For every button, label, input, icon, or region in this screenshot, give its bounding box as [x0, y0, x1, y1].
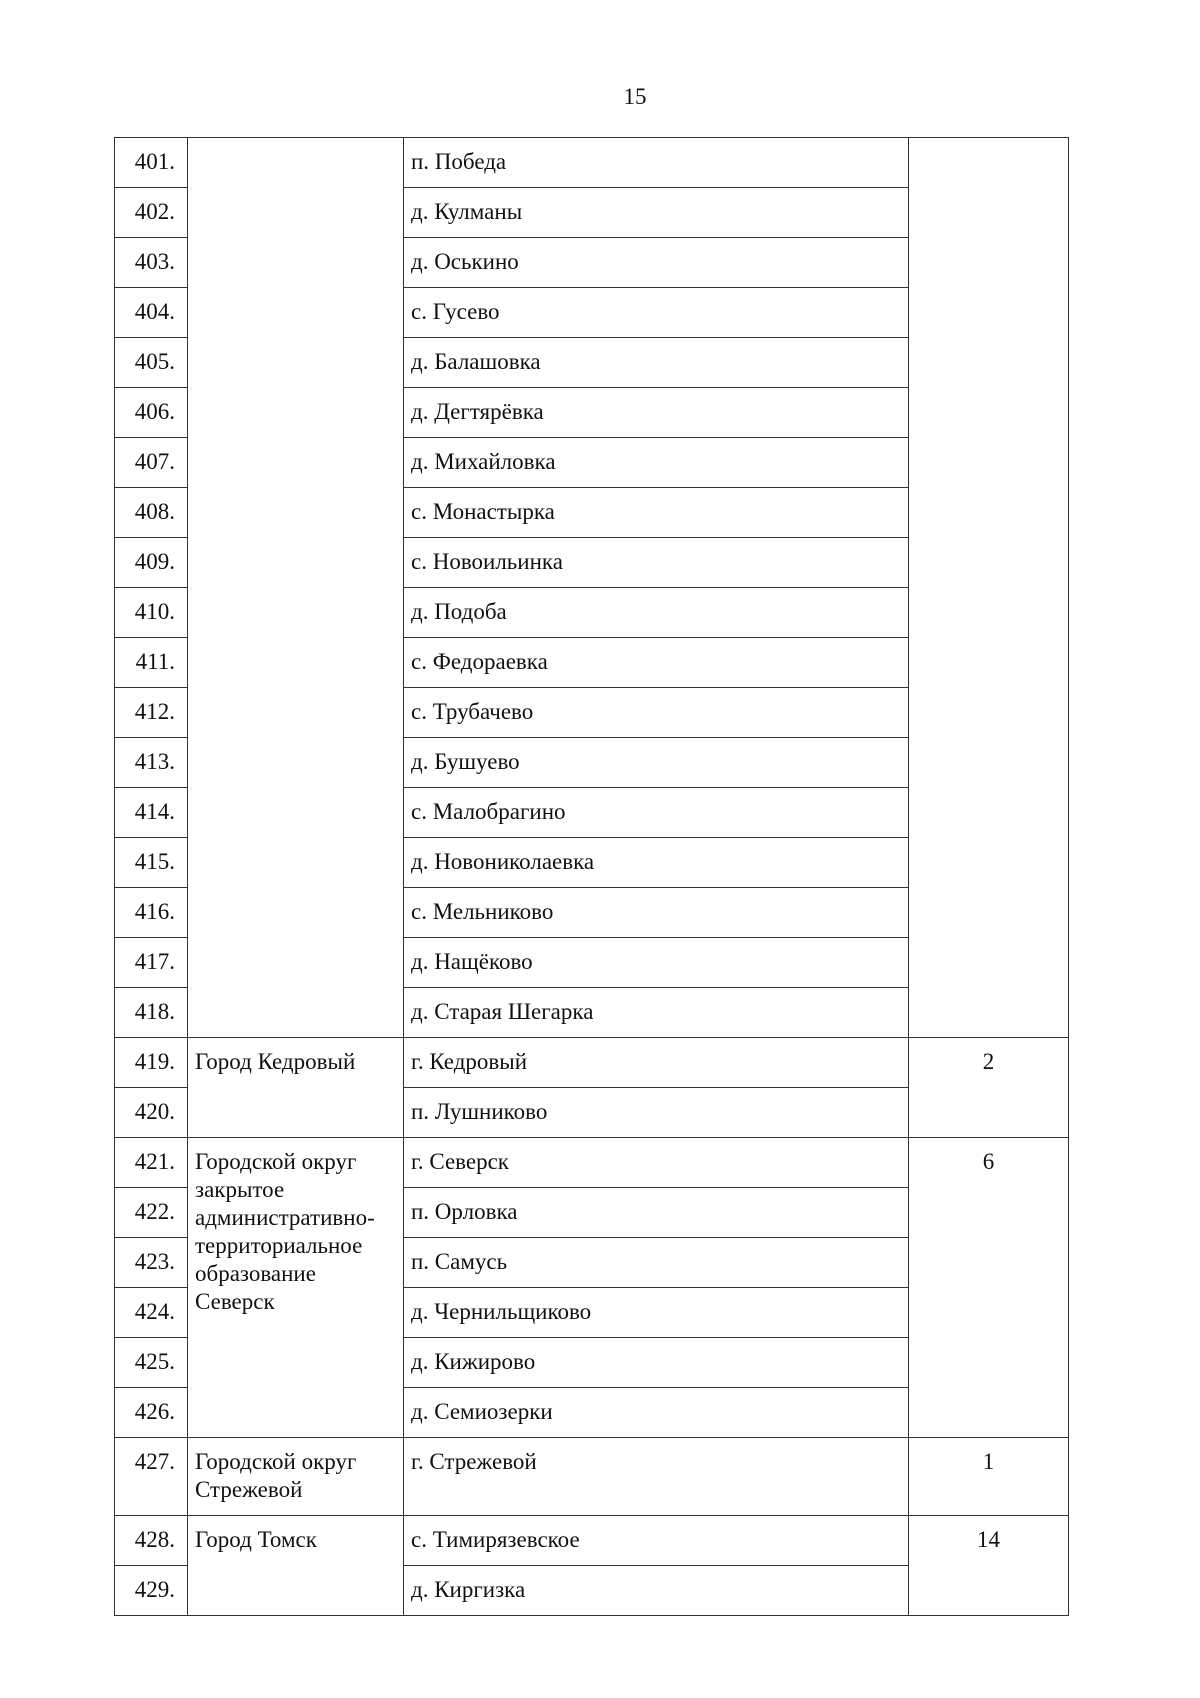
row-number: 404. [115, 288, 188, 338]
settlement-name: д. Дегтярёвка [404, 388, 909, 438]
settlement-name: с. Трубачево [404, 688, 909, 738]
settlement-count: 1 [909, 1438, 1069, 1516]
table-row [115, 138, 1069, 188]
row-number: 403. [115, 238, 188, 288]
settlement-name: д. Оськино [404, 238, 909, 288]
settlement-name: д. Подоба [404, 588, 909, 638]
row-number: 408. [115, 488, 188, 538]
row-number: 429. [115, 1566, 188, 1616]
municipality-cell [188, 138, 404, 1038]
row-number: 410. [115, 588, 188, 638]
settlement-name: д. Семиозерки [404, 1388, 909, 1438]
municipality-line: административно- [195, 1205, 375, 1230]
municipality-line: Северск [195, 1289, 275, 1314]
settlement-count: 14 [909, 1516, 1069, 1616]
settlement-name: с. Гусево [404, 288, 909, 338]
settlement-name: с. Малобрагино [404, 788, 909, 838]
row-number: 412. [115, 688, 188, 738]
settlement-count: 2 [909, 1038, 1069, 1138]
table-row [115, 1138, 1069, 1188]
settlement-name: с. Новоильинка [404, 538, 909, 588]
municipality-line: Городской округ [195, 1149, 357, 1174]
row-number: 424. [115, 1288, 188, 1338]
row-number: 401. [115, 138, 188, 188]
municipality-line: Стрежевой [195, 1477, 303, 1502]
row-number: 415. [115, 838, 188, 888]
municipality-line: закрытое [195, 1177, 285, 1202]
row-number: 411. [115, 638, 188, 688]
settlement-name: п. Лушниково [404, 1088, 909, 1138]
row-number: 421. [115, 1138, 188, 1188]
settlement-name: с. Мельниково [404, 888, 909, 938]
table-row [115, 1438, 1069, 1516]
row-number: 417. [115, 938, 188, 988]
row-number: 427. [115, 1438, 188, 1516]
row-number: 420. [115, 1088, 188, 1138]
settlement-name: п. Орловка [404, 1188, 909, 1238]
settlement-name: д. Старая Шегарка [404, 988, 909, 1038]
settlement-name: п. Победа [404, 138, 909, 188]
page-number: 15 [623, 84, 647, 109]
row-number: 426. [115, 1388, 188, 1438]
settlement-name: д. Бушуево [404, 738, 909, 788]
settlement-count: 6 [909, 1138, 1069, 1438]
row-number: 428. [115, 1516, 188, 1566]
row-number: 423. [115, 1238, 188, 1288]
row-number: 406. [115, 388, 188, 438]
municipality-line: территориальное [195, 1233, 363, 1258]
settlement-name: д. Нащёково [404, 938, 909, 988]
row-number: 416. [115, 888, 188, 938]
row-number: 402. [115, 188, 188, 238]
settlement-name: д. Чернильщиково [404, 1288, 909, 1338]
settlement-count [909, 138, 1069, 1038]
row-number: 422. [115, 1188, 188, 1238]
municipality-cell: Город Томск [188, 1516, 404, 1616]
settlement-name: д. Балашовка [404, 338, 909, 388]
row-number: 405. [115, 338, 188, 388]
settlement-name: д. Михайловка [404, 438, 909, 488]
settlement-name: г. Кедровый [404, 1038, 909, 1088]
row-number: 425. [115, 1338, 188, 1388]
row-number: 418. [115, 988, 188, 1038]
row-number: 409. [115, 538, 188, 588]
row-number: 413. [115, 738, 188, 788]
settlement-name: д. Кулманы [404, 188, 909, 238]
table-row [115, 1516, 1069, 1566]
row-number: 419. [115, 1038, 188, 1088]
settlements-table [114, 137, 1069, 1616]
settlement-name: с. Федораевка [404, 638, 909, 688]
settlement-name: д. Киргизка [404, 1566, 909, 1616]
row-number: 414. [115, 788, 188, 838]
municipality-cell [188, 1138, 404, 1438]
municipality-line: Городской округ [195, 1449, 357, 1474]
municipality-line: образование [195, 1261, 316, 1286]
settlement-name: д. Новониколаевка [404, 838, 909, 888]
municipality-cell [188, 1438, 404, 1516]
settlement-name: г. Стрежевой [404, 1438, 909, 1516]
table-row [115, 1038, 1069, 1088]
settlement-name: с. Монастырка [404, 488, 909, 538]
settlement-name: г. Северск [404, 1138, 909, 1188]
settlement-name: д. Кижирово [404, 1338, 909, 1388]
settlement-name: п. Самусь [404, 1238, 909, 1288]
row-number: 407. [115, 438, 188, 488]
settlement-name: с. Тимирязевское [404, 1516, 909, 1566]
municipality-cell: Город Кедровый [188, 1038, 404, 1138]
